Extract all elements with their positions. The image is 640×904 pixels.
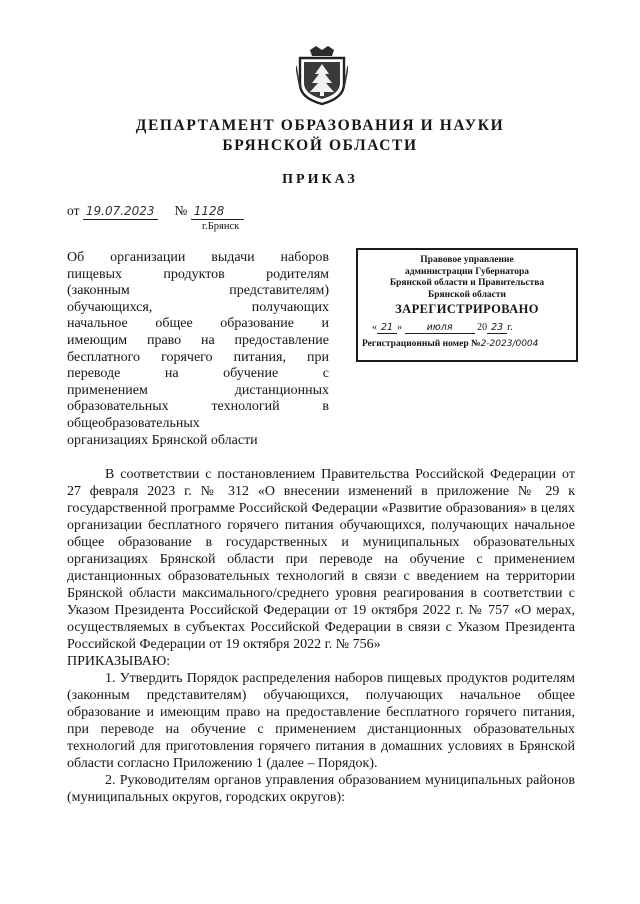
subject-line: пищевых продуктов родителям [67, 266, 329, 282]
subject-line: начальное общее образование и [67, 316, 329, 332]
order-body [67, 466, 575, 806]
stamp-line2: администрации Губернатора [404, 266, 529, 277]
subject-line: применением дистанционных [67, 382, 329, 398]
stamp-line3: Брянской области и Правительства [389, 278, 545, 288]
preamble-paragraph: В соответствии с постановлением Правительства Российской Федерации от 27 февраля 2023 г. № 312 «О внесении изменений в приложение № 29 к государственной программе Российской Федерации «Развитие образования» в целях организации бесплатного горячего питания обучающихся, получающих начальное общее образование в государственных и муниципальных образовательных организациях Брянской области при переводе на обучение с применением дистанционных образовательных технологий в связи с введением на территории Брянской области максимального/среднего уровня реагирования в соответствии с Указом Президента Российской Федерации от 19 октября 2022 г. № 757 «О мерах, осуществляемых в субъектах Российской Федерации в связи с Указом Президента Российской Федерации от 19 октября 2022 г. № 756» [67, 467, 575, 652]
order-date-number [67, 203, 244, 220]
stamp-regno [358, 339, 576, 351]
order-subject [67, 250, 329, 449]
subject-line: имеющим право на предоставление [67, 332, 329, 348]
stamp-day: 21 [377, 322, 397, 334]
item-1-paragraph: 1. Утвердить Порядок распределения наборов пищевых продуктов родителям (законным представителям) обучающихся, получающих начальное общее образование и имеющим право на предоставление бесплатного горячего питания, при переводе на обучение с применением дистанционных образовательных технологий для приготовления горячего питания в домашних условиях в Брянской области согласно Приложению 1 (далее – Порядок). [67, 671, 575, 771]
stamp-regno-label: Регистрационный номер № [362, 339, 481, 349]
order-city: г.Брянск [202, 221, 240, 232]
subject-line: (законным представителям) [67, 283, 329, 299]
stamp-registered: ЗАРЕГИСТРИРОВАНО [395, 302, 539, 316]
item-2-paragraph: 2. Руководителям органов управления образованием муниципальных районов (муниципальных округов, городских округов): [67, 773, 575, 805]
order-number: 1128 [193, 204, 225, 218]
subject-line: обучающихся, получающих [67, 299, 329, 315]
subject-line: переводе на обучение с [67, 366, 329, 382]
prikazyvayu-heading: ПРИКАЗЫВАЮ: [67, 654, 171, 669]
coat-of-arms-icon [296, 44, 348, 106]
subject-line: Об организации выдачи наборов [67, 250, 329, 265]
department-name-line2: БРЯНСКОЙ ОБЛАСТИ [222, 137, 418, 154]
subject-line: организациях Брянской области [67, 432, 258, 448]
subject-line: образовательных технологий в [67, 399, 329, 415]
subject-line: общеобразовательных [67, 415, 200, 431]
stamp-line1: Правовое управление [420, 255, 514, 265]
stamp-year: 23 [487, 322, 507, 334]
subject-line: бесплатного горячего питания, при [67, 349, 329, 365]
date-prefix: от [67, 203, 80, 218]
order-title: ПРИКАЗ [282, 172, 358, 187]
registration-stamp [356, 248, 578, 362]
number-prefix: № [174, 203, 188, 218]
stamp-year-prefix: 20 [477, 321, 488, 333]
order-date: 19.07.2023 [85, 204, 155, 218]
stamp-regno-value: 2-2023/0004 [480, 339, 539, 349]
stamp-month: июля [405, 322, 475, 334]
department-name-line1: ДЕПАРТАМЕНТ ОБРАЗОВАНИЯ И НАУКИ [135, 117, 505, 134]
stamp-line4: Брянской области [427, 289, 507, 300]
stamp-date: « 21 » июля 20 23 г. [372, 321, 513, 333]
